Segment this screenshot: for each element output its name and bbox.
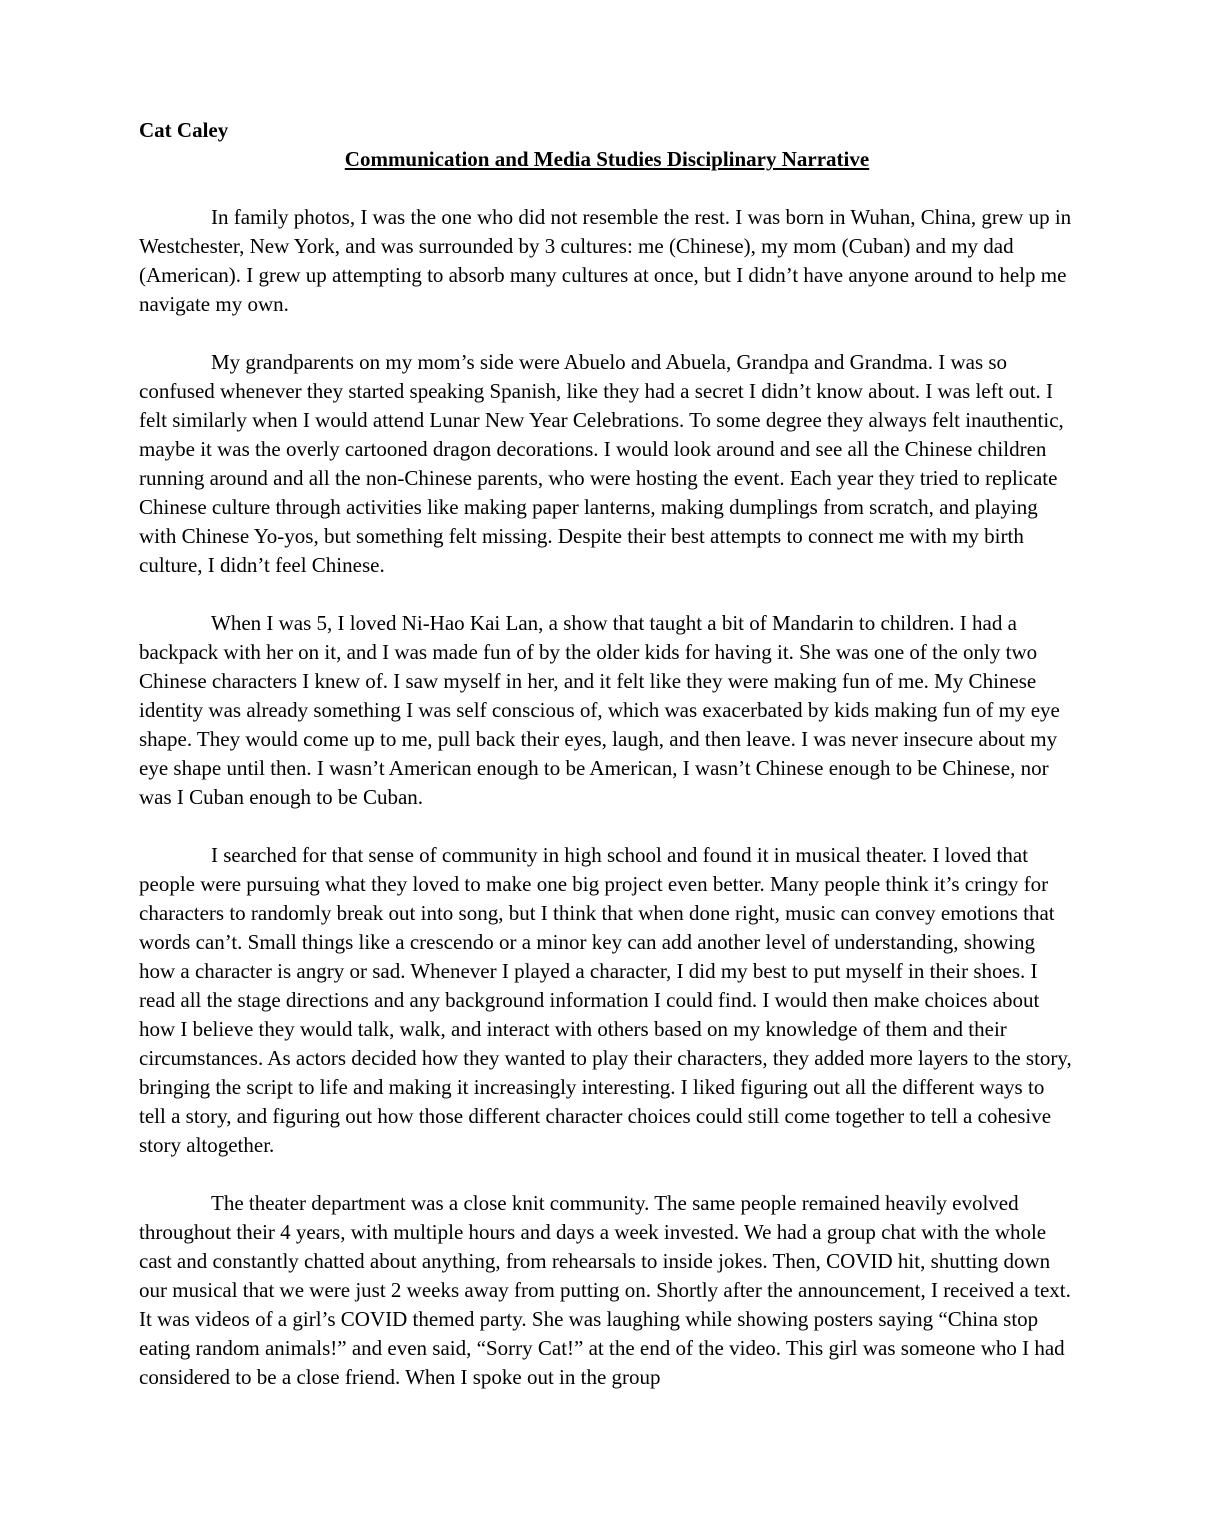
paragraph-5: The theater department was a close knit community. The same people remained heavily evolved throughout their 4 years, with multiple hours and days a week invested. We had a group chat with the whole cast and constantly chatted about anything, from rehearsals to inside jokes. Then, COVID hit, shutting down our musical that we were just 2 weeks away from putting on. Shortly after the announcement, I received a text. It was videos of a girl’s COVID themed party. She was laughing while showing posters saying “China stop eating random animals!” and even said, “Sorry Cat!” at the end of the video. This girl was someone who I had considered to be a close friend. When I spoke out in the group <box>139 1191 1071 1389</box>
paragraph-2: My grandparents on my mom’s side were Abuelo and Abuela, Grandpa and Grandma. I was so confused whenever they started speaking Spanish, like they had a secret I didn’t know about. I was left out. I felt similarly when I would attend Lunar New Year Celebrations. To some degree they always felt inauthentic, maybe it was the overly cartooned dragon decorations. I would look around and see all the Chinese children running around and all the non-Chinese parents, who were hosting the event. Each year they tried to replicate Chinese culture through activities like making paper lanterns, making dumplings from scratch, and playing with Chinese Yo-yos, but something felt missing. Despite their best attempts to connect me with my birth culture, I didn’t feel Chinese. <box>139 350 1064 577</box>
paragraph-4: I searched for that sense of community in high school and found it in musical theater. I loved that people were pursuing what they loved to make one big project even better. Many people think it’s cringy for characters to randomly break out into song, but I think that when done right, music can convey emotions that words can’t. Small things like a crescendo or a minor key can add another level of understanding, showing how a character is angry or sad. Whenever I played a character, I did my best to put myself in their shoes. I read all the stage directions and any background information I could find. I would then make choices about how I believe they would talk, walk, and interact with others based on my knowledge of them and their circumstances. As actors decided how they wanted to play their characters, they added more layers to the story, bringing the script to life and making it increasingly interesting. I liked figuring out all the different ways to tell a story, and figuring out how those different character choices could still come together to tell a cohesive story altogether. <box>139 843 1072 1157</box>
paragraph-1: In family photos, I was the one who did not resemble the rest. I was born in Wuhan, China, grew up in Westchester, New York, and was surrounded by 3 cultures: me (Chinese), my mom (Cuban) and my dad (American). I grew up attempting to absorb many cultures at once, but I didn’t have anyone around to help me navigate my own. <box>139 205 1072 316</box>
document-body <box>139 203 1075 1421</box>
author-name: Cat Caley <box>139 118 229 142</box>
document-title: Communication and Media Studies Disciplinary Narrative <box>344 147 870 171</box>
paragraph-3: When I was 5, I loved Ni-Hao Kai Lan, a show that taught a bit of Mandarin to children. I had a backpack with her on it, and I was made fun of by the older kids for having it. She was one of the only two Chinese characters I knew of. I saw myself in her, and it felt like they were making fun of me. My Chinese identity was already something I was self conscious of, which was exacerbated by kids making fun of my eye shape. They would come up to me, pull back their eyes, laugh, and then leave. I was never insecure about my eye shape until then. I wasn’t American enough to be American, I wasn’t Chinese enough to be Chinese, nor was I Cuban enough to be Cuban. <box>139 611 1060 809</box>
